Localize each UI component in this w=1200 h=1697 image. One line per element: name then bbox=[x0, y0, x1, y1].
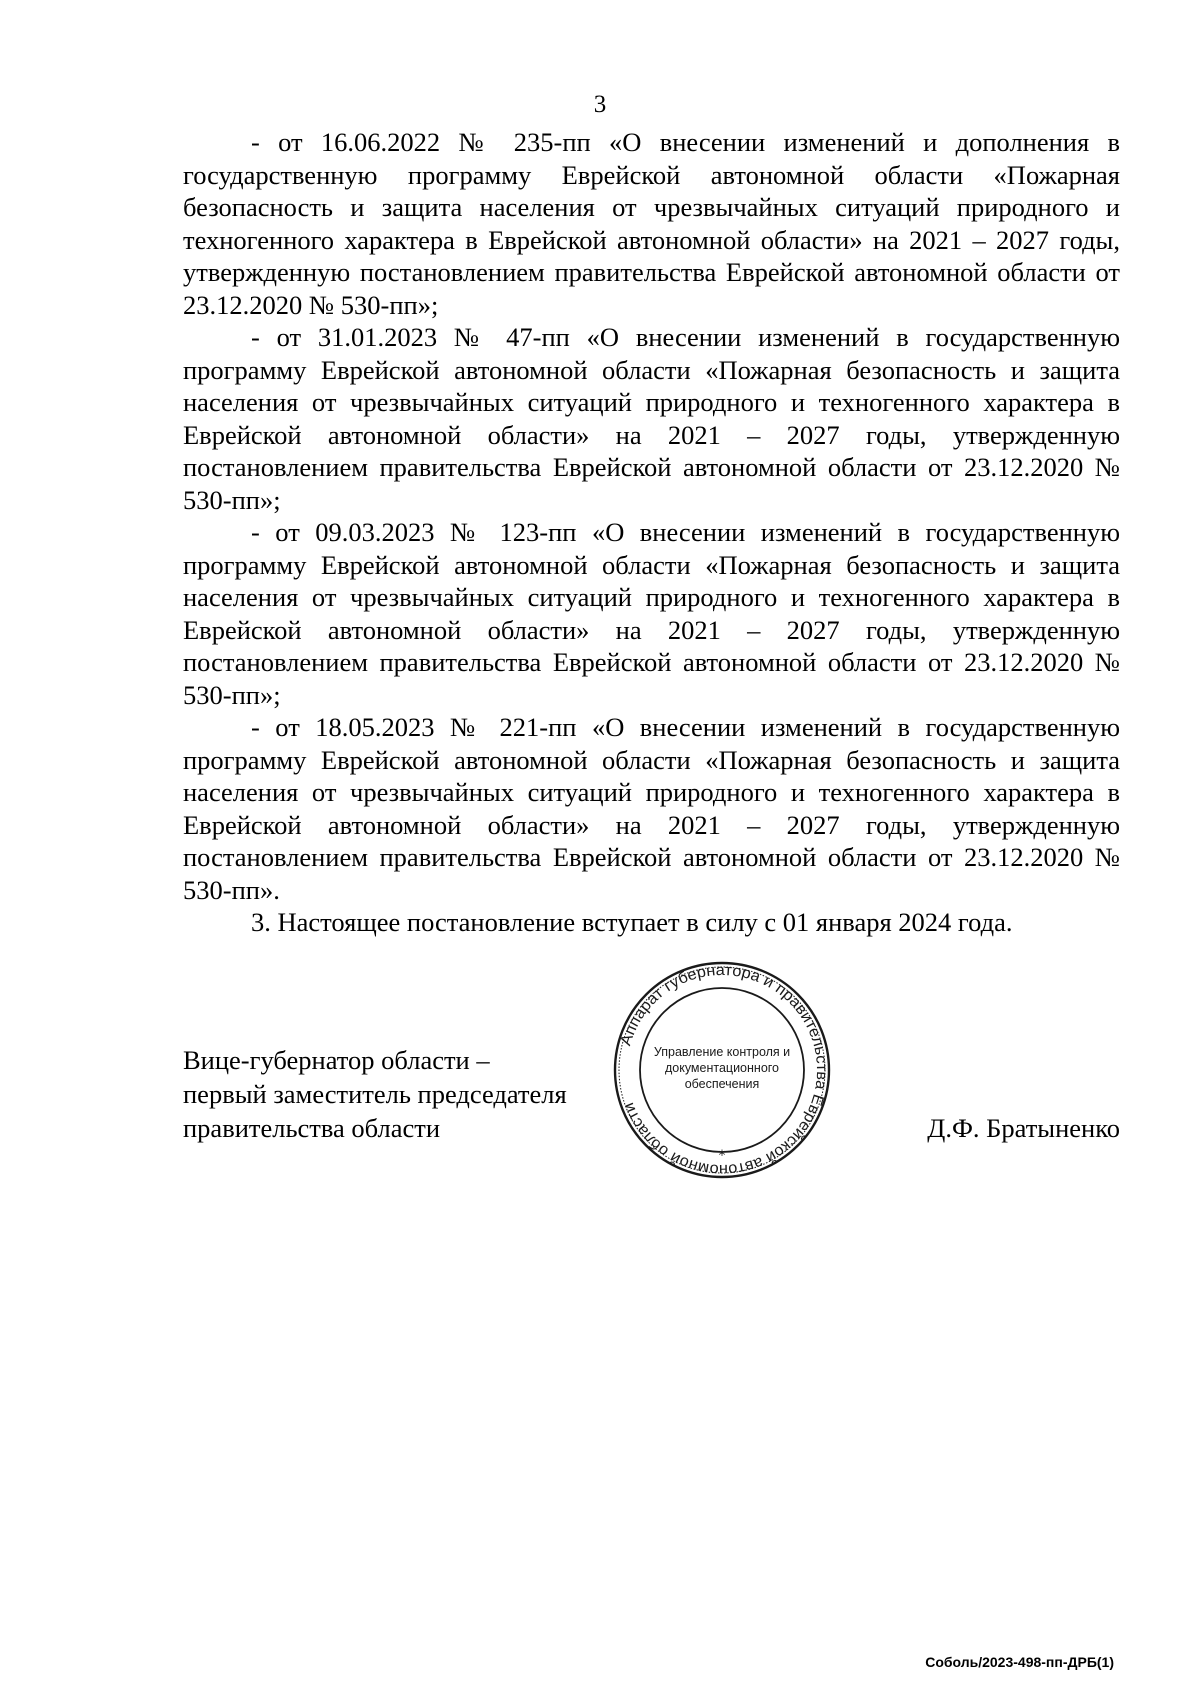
seal-inner-text-line: документационного bbox=[664, 1061, 780, 1075]
document-registration-code: Соболь/2023-498-пп-ДРБ(1) bbox=[925, 1654, 1114, 1670]
amendment-item-4: - от 18.05.2023 № 221-пп «О внесении изменений в государственную программу Еврейской автономной области «Пожарная безопасность и защита населения от чрезвычайных ситуаций природного и техногенного характера в Еврейской автономной области» на 2021 – 2027 годы, утвержденную постановлением правительства Еврейской автономной области от 23.12.2020 № 530-пп». bbox=[183, 712, 1120, 905]
effective-date-clause: 3. Настоящее постановление вступает в силу с 01 января 2024 года. bbox=[251, 907, 1013, 937]
document-body bbox=[183, 126, 1120, 939]
signatory-position bbox=[183, 1043, 567, 1145]
seal-outer-text: Аппарат губернатора и правительства Еврейской автономной области bbox=[617, 961, 831, 1179]
amendment-item-1: - от 16.06.2022 № 235-пп «О внесении изменений и дополнения в государственную программу Еврейской автономной области «Пожарная безопасность и защита населения от чрезвычайных ситуаций природного и техногенного характера в Еврейской автономной области» на 2021 – 2027 годы, утвержденную постановлением правительства Еврейской автономной области от 23.12.2020 № 530-пп»; bbox=[183, 127, 1120, 320]
signatory-position-line: Вице-губернатор области – bbox=[183, 1045, 490, 1075]
signatory-name: Д.Ф. Братыненко bbox=[927, 1113, 1120, 1143]
page-number: 3 bbox=[593, 91, 607, 118]
signatory-position-line: правительства области bbox=[183, 1113, 441, 1143]
official-seal bbox=[612, 960, 832, 1180]
seal-star-icon: * bbox=[718, 1148, 726, 1164]
seal-inner-text-line: Управление контроля и bbox=[653, 1045, 791, 1059]
signatory-position-line: первый заместитель председателя bbox=[183, 1079, 567, 1109]
seal-inner-text-line: обеспечения bbox=[684, 1077, 760, 1091]
amendment-item-2: - от 31.01.2023 № 47-пп «О внесении изменений в государственную программу Еврейской автономной области «Пожарная безопасность и защита населения от чрезвычайных ситуаций природного и техногенного характера в Еврейской автономной области» на 2021 – 2027 годы, утвержденную постановлением правительства Еврейской автономной области от 23.12.2020 № 530-пп»; bbox=[183, 322, 1120, 515]
amendment-item-3: - от 09.03.2023 № 123-пп «О внесении изменений в государственную программу Еврейской автономной области «Пожарная безопасность и защита населения от чрезвычайных ситуаций природного и техногенного характера в Еврейской автономной области» на 2021 – 2027 годы, утвержденную постановлением правительства Еврейской автономной области от 23.12.2020 № 530-пп»; bbox=[183, 517, 1120, 710]
